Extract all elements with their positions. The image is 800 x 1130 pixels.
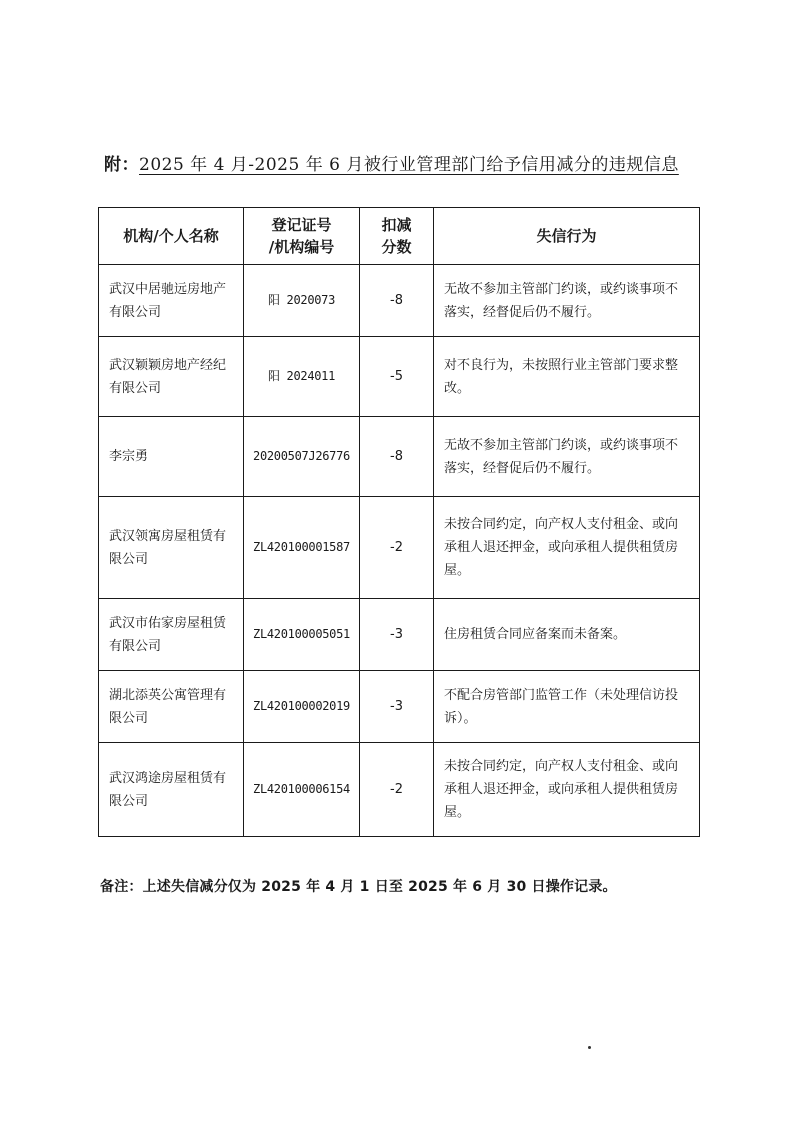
cell-behavior: 未按合同约定，向产权人支付租金、或向 承租人退还押金，或向承租人提供租赁房 屋。 <box>434 497 700 599</box>
cell-registration: ZL420100005051 <box>244 599 360 671</box>
cell-score: -2 <box>360 497 434 599</box>
cell-score: -3 <box>360 599 434 671</box>
cell-name: 湖北添英公寓管理有 限公司 <box>99 671 244 743</box>
cell-registration: ZL420100002019 <box>244 671 360 743</box>
title-text: 2025 年 4 月-2025 年 6 月被行业管理部门给予信用减分的违规信息 <box>139 155 679 175</box>
cell-behavior: 未按合同约定，向产权人支付租金、或向 承租人退还押金，或向承租人提供租赁房 屋。 <box>434 743 700 837</box>
cell-score: -2 <box>360 743 434 837</box>
cell-registration: 20200507J26776 <box>244 417 360 497</box>
title-prefix: 附： <box>104 155 139 175</box>
cell-name: 武汉市佑家房屋租赁 有限公司 <box>99 599 244 671</box>
table-row <box>99 497 700 599</box>
table-row <box>99 671 700 743</box>
table-row <box>99 599 700 671</box>
table-row <box>99 337 700 417</box>
cell-score: -8 <box>360 417 434 497</box>
cell-behavior: 无故不参加主管部门约谈，或约谈事项不 落实，经督促后仍不履行。 <box>434 265 700 337</box>
table-row <box>99 265 700 337</box>
cell-name: 武汉中居驰远房地产 有限公司 <box>99 265 244 337</box>
table-row <box>99 743 700 837</box>
scan-speck <box>588 1046 591 1049</box>
cell-name: 武汉鸿途房屋租赁有 限公司 <box>99 743 244 837</box>
cell-name: 武汉领寓房屋租赁有 限公司 <box>99 497 244 599</box>
cell-name: 李宗勇 <box>99 417 244 497</box>
cell-behavior: 住房租赁合同应备案而未备案。 <box>434 599 700 671</box>
cell-registration: ZL420100006154 <box>244 743 360 837</box>
cell-behavior: 无故不参加主管部门约谈，或约谈事项不 落实，经督促后仍不履行。 <box>434 417 700 497</box>
cell-behavior: 不配合房管部门监管工作（未处理信访投 诉）。 <box>434 671 700 743</box>
cell-name: 武汉颖颖房地产经纪 有限公司 <box>99 337 244 417</box>
cell-registration: 阳 2020073 <box>244 265 360 337</box>
header-registration: 登记证号 /机构编号 <box>244 208 360 265</box>
table-header-row <box>99 208 700 265</box>
header-score: 扣减 分数 <box>360 208 434 265</box>
cell-score: -5 <box>360 337 434 417</box>
table-row <box>99 417 700 497</box>
header-name: 机构/个人名称 <box>99 208 244 265</box>
cell-score: -3 <box>360 671 434 743</box>
cell-registration: ZL420100001587 <box>244 497 360 599</box>
page-title <box>104 150 679 175</box>
footnote: 备注：上述失信减分仅为 2025 年 4 月 1 日至 2025 年 6 月 30 日操作记录。 <box>100 879 617 895</box>
cell-registration: 阳 2024011 <box>244 337 360 417</box>
cell-behavior: 对不良行为，未按照行业主管部门要求整 改。 <box>434 337 700 417</box>
cell-score: -8 <box>360 265 434 337</box>
violation-table <box>98 207 700 837</box>
header-behavior: 失信行为 <box>434 208 700 265</box>
